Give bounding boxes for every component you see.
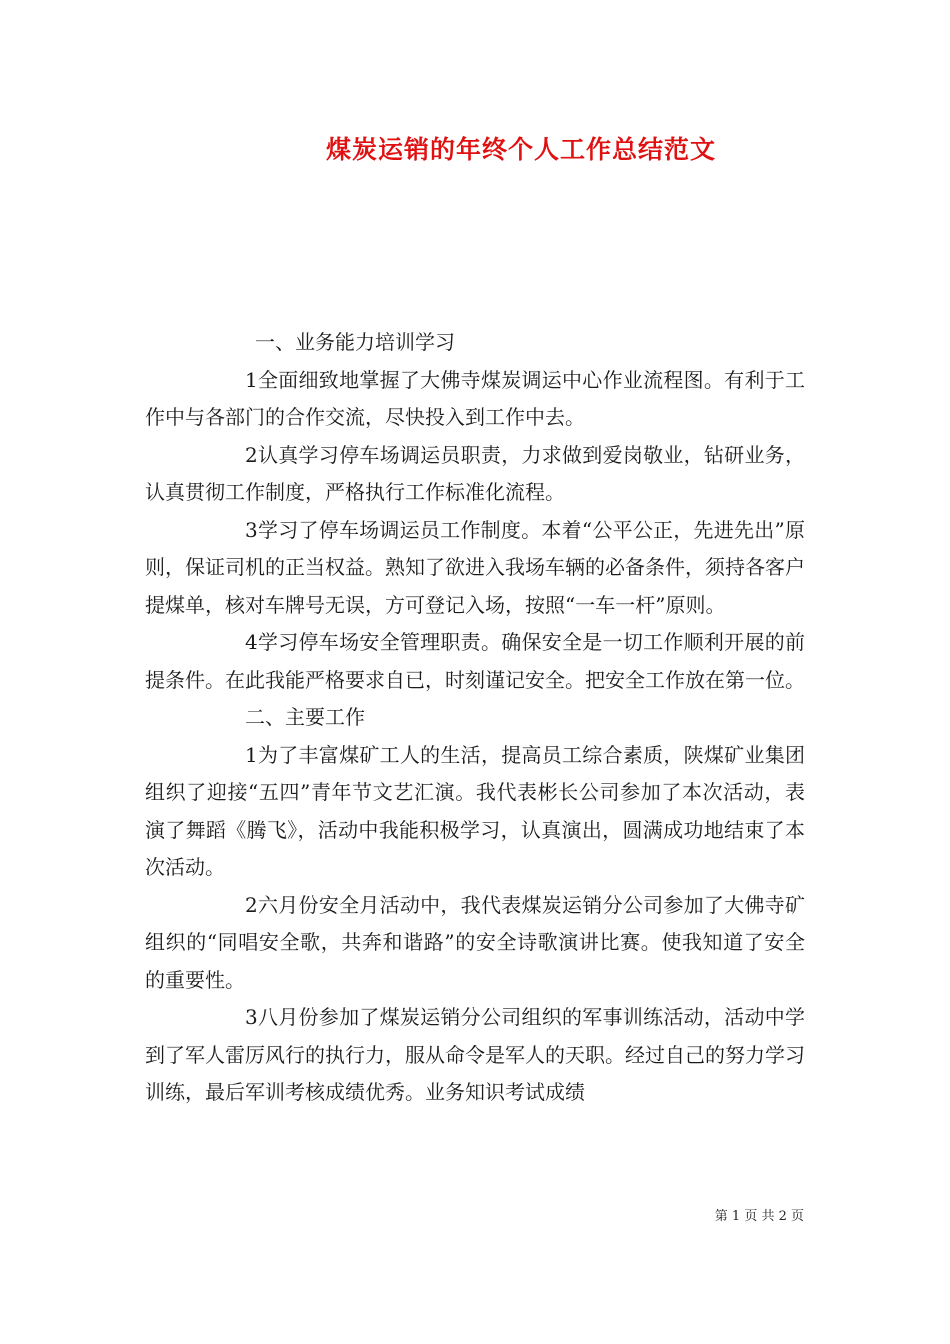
section-heading-1: 一、业务能力培训学习 bbox=[255, 330, 455, 354]
paragraph: 3八月份参加了煤炭运销分公司组织的军事训练活动，活动中学到了军人雷厉风行的执行力，服从命令是军人的天职。经过自己的努力学习训练，最后军训考核成绩优秀。业务知识考试成绩 bbox=[145, 1005, 805, 1104]
paragraph: 2六月份安全月活动中，我代表煤炭运销分公司参加了大佛寺矿组织的“同唱安全歌，共奔和谐路”的安全诗歌演讲比赛。使我知道了安全的重要性。 bbox=[145, 892, 805, 992]
paragraph: 3学习了停车场调运员工作制度。本着“公平公正，先进先出”原则，保证司机的正当权益。熟知了欲进入我场车辆的必备条件，须持各客户提煤单，核对车牌号无误，方可登记入场，按照“一车一杆”原则。 bbox=[145, 517, 805, 617]
paragraph: 4学习停车场安全管理职责。确保安全是一切工作顺利开展的前提条件。在此我能严格要求自已，时刻谨记安全。把安全工作放在第一位。 bbox=[145, 630, 805, 692]
paragraph: 1全面细致地掌握了大佛寺煤炭调运中心作业流程图。有利于工作中与各部门的合作交流，尽快投入到工作中去。 bbox=[145, 367, 805, 429]
paragraph: 2认真学习停车场调运员职责，力求做到爱岗敬业，钻研业务，认真贯彻工作制度，严格执行工作标准化流程。 bbox=[145, 442, 805, 504]
document-body bbox=[145, 324, 805, 1112]
section-heading-2: 二、主要工作 bbox=[245, 705, 365, 729]
paragraph: 1为了丰富煤矿工人的生活，提高员工综合素质，陕煤矿业集团组织了迎接“五四”青年节文艺汇演。我代表彬长公司参加了本次活动，表演了舞蹈《腾飞》，活动中我能积极学习，认真演出，圆满成功地结束了本次活动。 bbox=[145, 742, 805, 879]
page-number: 第 1 页 共 2 页 bbox=[714, 1209, 804, 1224]
document-title: 煤炭运销的年终个人工作总结范文 bbox=[325, 135, 716, 164]
